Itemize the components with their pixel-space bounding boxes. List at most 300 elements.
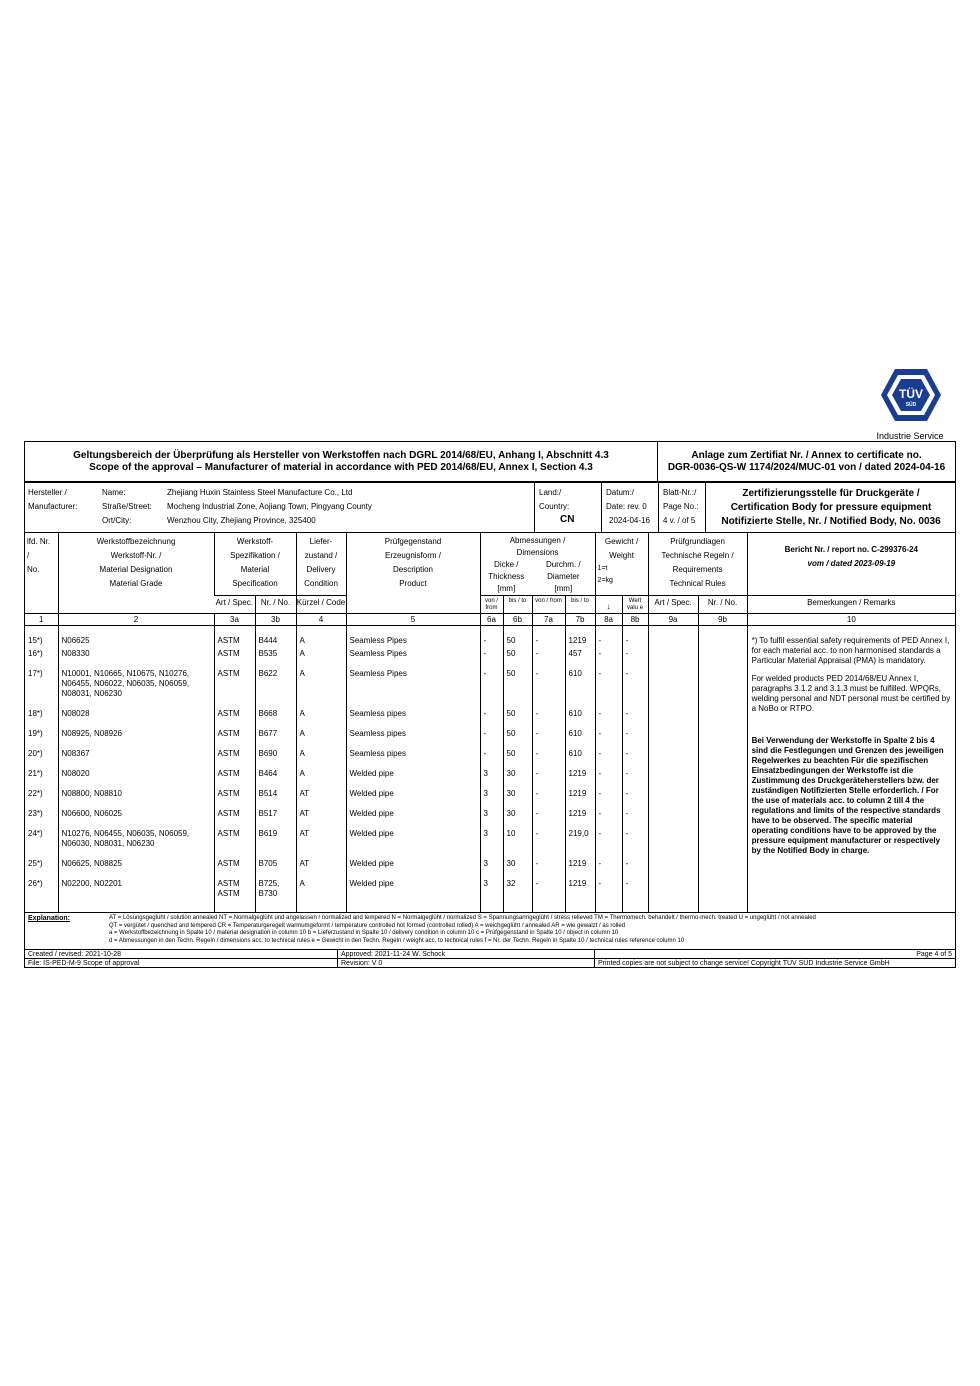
cell-product: Welded pipe bbox=[346, 876, 480, 912]
col-diameter-h1: Durchm. / bbox=[545, 560, 581, 569]
cell-rules-9a bbox=[648, 666, 698, 706]
col-thickness-h1: Dicke / bbox=[494, 560, 519, 569]
cell-w1: - bbox=[595, 726, 622, 746]
annex-title bbox=[658, 442, 956, 482]
page-number: Page 4 of 5 bbox=[916, 951, 952, 958]
col-6a-header: von / from bbox=[480, 596, 503, 614]
cell-dt: 1219 bbox=[565, 626, 595, 647]
cell-specno: B517 bbox=[255, 806, 296, 826]
logo-caption: Industrie Service bbox=[876, 431, 944, 441]
explanation-line-4: d = Abmessungen in den Techn. Regeln / dimensions acc. to technical rules e = Gewicht in den Techn. Regeln / weight acc. to technical rules f = Nr. der Techn. Regeln in Spalte 10 / technical rules reference column 10 bbox=[109, 937, 685, 944]
col-cond-h3: Delivery bbox=[306, 565, 336, 574]
explanation-box bbox=[24, 912, 956, 950]
logo-text: TÜV bbox=[899, 387, 923, 401]
cell-w2: - bbox=[622, 766, 648, 786]
cell-w1: - bbox=[595, 826, 622, 856]
cell-rules-9a bbox=[648, 786, 698, 806]
cell-df: - bbox=[532, 726, 565, 746]
cell-w1: - bbox=[595, 876, 622, 912]
col-spec-h1: Werkstoff- bbox=[236, 537, 274, 546]
cell-tt: 10 bbox=[503, 826, 532, 856]
col-dim-title: Abmessungen / Dimensions bbox=[509, 536, 566, 557]
cell-w1: - bbox=[595, 766, 622, 786]
cell-cond: AT bbox=[296, 826, 346, 856]
column-number: 2 bbox=[58, 614, 214, 626]
cell-w2: - bbox=[622, 856, 648, 876]
name-label: Name: bbox=[102, 488, 126, 497]
cell-rules-9a bbox=[648, 856, 698, 876]
notified-line-2: Certification Body for pressure equipment bbox=[730, 502, 932, 513]
column-number: 6b bbox=[503, 614, 532, 626]
cell-product: Seamless pipes bbox=[346, 706, 480, 726]
cell-w1: - bbox=[595, 746, 622, 766]
cell-df: - bbox=[532, 666, 565, 706]
cell-cond: A bbox=[296, 646, 346, 666]
cell-rules-9b bbox=[698, 806, 747, 826]
report-number: Bericht Nr. / report no. C-299376-24 bbox=[784, 545, 919, 554]
cell-no: 23*) bbox=[28, 809, 43, 818]
column-number: 4 bbox=[296, 614, 346, 626]
cell-spec: ASTM bbox=[214, 706, 255, 726]
col-weight-header bbox=[595, 533, 648, 596]
cell-no: 19*) bbox=[28, 729, 43, 738]
cell-rules-9a bbox=[648, 766, 698, 786]
cell-spec: ASTM bbox=[214, 766, 255, 786]
cell-cond: AT bbox=[296, 856, 346, 876]
cell-no: 16*) bbox=[28, 649, 43, 658]
manufacturer-label-de: Hersteller / bbox=[28, 488, 67, 497]
cell-specno: B690 bbox=[255, 746, 296, 766]
cell-dt: 1219 bbox=[565, 876, 595, 912]
remarks-cell bbox=[747, 626, 955, 913]
cell-product: Welded pipe bbox=[346, 806, 480, 826]
cell-rules-9a bbox=[648, 806, 698, 826]
col-4-sub-header: Kürzel / Code bbox=[296, 596, 346, 614]
cell-tt: 32 bbox=[503, 876, 532, 912]
cell-grade: N08330 bbox=[58, 646, 214, 666]
cell-rules-9b bbox=[698, 666, 747, 706]
cell-cond: AT bbox=[296, 786, 346, 806]
divider bbox=[594, 950, 595, 959]
cell-spec: ASTM bbox=[214, 826, 255, 856]
cell-rules-9a bbox=[648, 746, 698, 766]
cell-product: Welded pipe bbox=[346, 766, 480, 786]
cell-rules-9a bbox=[648, 626, 698, 647]
cell-specno: B514 bbox=[255, 786, 296, 806]
cell-spec: ASTM bbox=[214, 786, 255, 806]
cell-spec: ASTM bbox=[214, 746, 255, 766]
cell-specno: B705 bbox=[255, 856, 296, 876]
cell-w2: - bbox=[622, 826, 648, 856]
materials-table bbox=[25, 533, 955, 912]
page-label: Page No.: bbox=[663, 502, 699, 511]
cell-spec: ASTM bbox=[214, 666, 255, 706]
cell-w2: - bbox=[622, 786, 648, 806]
cell-tt: 30 bbox=[503, 766, 532, 786]
cell-specno: B622 bbox=[255, 666, 296, 706]
cell-rules-9a bbox=[648, 726, 698, 746]
col-diameter-h3: [mm] bbox=[554, 584, 573, 593]
cell-grade: N08367 bbox=[58, 746, 214, 766]
manufacturer-label-en: Manufacturer: bbox=[28, 502, 78, 511]
cell-cond: A bbox=[296, 726, 346, 746]
col-cond-h1: Liefer- bbox=[309, 537, 333, 546]
notified-line-3: Notifizierte Stelle, Nr. / Notified Body, No. 0036 bbox=[721, 516, 941, 527]
cell-tf: 3 bbox=[480, 856, 503, 876]
cell-no: 26*) bbox=[28, 879, 43, 888]
manufacturer-street: Mocheng Industrial Zone, Aojiang Town, Pingyang County bbox=[167, 502, 372, 511]
column-number: 6a bbox=[480, 614, 503, 626]
cell-cond: A bbox=[296, 746, 346, 766]
city-label: Ort/City: bbox=[102, 516, 132, 525]
cell-dt: 610 bbox=[565, 706, 595, 726]
cell-product: Seamless Pipes bbox=[346, 626, 480, 647]
cell-no: 25*) bbox=[28, 859, 43, 868]
cell-df: - bbox=[532, 876, 565, 912]
cell-tt: 50 bbox=[503, 626, 532, 647]
approved-by: Approved: 2021-11-24 W. Schock bbox=[341, 951, 446, 958]
manufacturer-city: Wenzhou City, Zhejiang Province, 325400 bbox=[167, 516, 316, 525]
cell-specno: B668 bbox=[255, 706, 296, 726]
page-value: 4 v. / of 5 bbox=[663, 516, 696, 525]
cell-rules-9b bbox=[698, 706, 747, 726]
col-thickness-h2: Thickness bbox=[488, 572, 525, 581]
notified-line-1: Zertifizierungsstelle für Druckgeräte / bbox=[742, 488, 920, 499]
col-grade-header bbox=[58, 533, 214, 614]
cell-dt: 610 bbox=[565, 746, 595, 766]
col-7b-header: bis / to bbox=[565, 596, 595, 614]
col-no-h3: No. bbox=[27, 565, 40, 574]
cell-product: Welded pipe bbox=[346, 856, 480, 876]
cell-w1: - bbox=[595, 626, 622, 647]
cell-tt: 50 bbox=[503, 646, 532, 666]
divider bbox=[337, 959, 338, 968]
approval-sheet bbox=[24, 441, 956, 968]
file-name: File: IS-PED-M-9 Scope of approval bbox=[28, 960, 140, 967]
column-number: 8b bbox=[622, 614, 648, 626]
cell-product: Seamless Pipes bbox=[346, 666, 480, 706]
cell-df: - bbox=[532, 856, 565, 876]
revision: Revision: V 0 bbox=[341, 960, 383, 967]
remark-welded: For welded products PED 2014/68/EU Annex I, paragraphs 3.1.2 and 3.1.3 must be fulfilled. WPQRs, welding personal and NDT personal must be certified by a NoBo or RTPO. bbox=[751, 674, 951, 713]
cell-rules-9a bbox=[648, 706, 698, 726]
col-rules-h3: Requirements bbox=[672, 565, 723, 574]
cell-df: - bbox=[532, 646, 565, 666]
annex-line-1: Anlage zum Zertifiat Nr. / Annex to certificate no. bbox=[691, 450, 922, 461]
created-date: Created / revised: 2021-10-28 bbox=[28, 951, 121, 958]
street-label: Straße/Street: bbox=[102, 502, 152, 511]
cell-no: 21*) bbox=[28, 769, 43, 778]
header-band bbox=[24, 441, 956, 481]
column-number: 7a bbox=[532, 614, 565, 626]
cell-cond: A bbox=[296, 706, 346, 726]
cell-rules-9b bbox=[698, 766, 747, 786]
cell-rules-9b bbox=[698, 876, 747, 912]
document-footer bbox=[24, 950, 956, 968]
divider bbox=[594, 959, 595, 968]
cell-df: - bbox=[532, 826, 565, 856]
cell-spec: ASTM bbox=[214, 646, 255, 666]
cell-grade: N10001, N10665, N10675, N10276, N06455, N06022, N06035, N06059, N08031, N06230 bbox=[58, 666, 214, 706]
cell-tf: 3 bbox=[480, 826, 503, 856]
materials-table-body bbox=[25, 626, 955, 913]
cell-tt: 50 bbox=[503, 706, 532, 726]
cell-rules-9a bbox=[648, 876, 698, 912]
sheet-label: Blatt-Nr.:/ bbox=[663, 488, 697, 497]
cell-w1: - bbox=[595, 706, 622, 726]
col-3b-header: Nr. / No. bbox=[255, 596, 296, 614]
col-7a-header: von / from bbox=[532, 596, 565, 614]
cell-rules-9a bbox=[648, 646, 698, 666]
cell-grade: N06625 bbox=[58, 626, 214, 647]
cell-specno: B444 bbox=[255, 626, 296, 647]
cell-rules-9b bbox=[698, 646, 747, 666]
cell-tf: - bbox=[480, 746, 503, 766]
cell-spec: ASTM bbox=[214, 856, 255, 876]
col-9a-header: Art / Spec. bbox=[648, 596, 698, 614]
cell-tf: 3 bbox=[480, 806, 503, 826]
cell-no: 20*) bbox=[28, 749, 43, 758]
cell-grade: N08925, N08926 bbox=[58, 726, 214, 746]
col-3a-header: Art / Spec. bbox=[214, 596, 255, 614]
col-cond-h2: zustand / bbox=[304, 551, 338, 560]
column-number: 7b bbox=[565, 614, 595, 626]
cell-specno: B677 bbox=[255, 726, 296, 746]
cell-rules-9b bbox=[698, 856, 747, 876]
cell-dt: 610 bbox=[565, 726, 595, 746]
explanation-line-2: QT = vergütet / quenched and tempered CR = Temperaturgeregelt warmumgeformt / temperature controlled hot formed (controlled rolled) A = weichgeglüht / annealed AR = wie gewalzt / as rolled bbox=[109, 922, 626, 929]
col-thickness-header bbox=[481, 559, 533, 595]
country-value: CN bbox=[560, 514, 575, 525]
cell-df: - bbox=[532, 806, 565, 826]
cell-specno: B464 bbox=[255, 766, 296, 786]
cell-df: - bbox=[532, 746, 565, 766]
cell-tt: 30 bbox=[503, 806, 532, 826]
column-numbers-row bbox=[25, 614, 955, 626]
cell-grade: N10276, N06455, N06035, N06059, N06030, N08031, N06230 bbox=[58, 826, 214, 856]
cell-product: Seamless Pipes bbox=[346, 646, 480, 666]
report-header bbox=[747, 533, 955, 596]
cell-w1: - bbox=[595, 806, 622, 826]
cell-grade: N08800, N08810 bbox=[58, 786, 214, 806]
cell-no: 22*) bbox=[28, 789, 43, 798]
cell-w1: - bbox=[595, 856, 622, 876]
cell-w1: - bbox=[595, 646, 622, 666]
scope-title-en: Scope of the approval – Manufacturer of material in accordance with PED 2014/68/EU, Annex I, Section 4.3 bbox=[89, 462, 593, 473]
col-grade-h4: Material Grade bbox=[109, 579, 163, 588]
logo-sub: SÜD bbox=[905, 402, 917, 408]
cell-specno: B619 bbox=[255, 826, 296, 856]
column-number: 1 bbox=[25, 614, 58, 626]
cell-product: Seamless pipes bbox=[346, 726, 480, 746]
col-spec-h4: Specification bbox=[232, 579, 278, 588]
cell-w1: - bbox=[595, 666, 622, 706]
cell-tt: 50 bbox=[503, 746, 532, 766]
col-spec-header bbox=[214, 533, 296, 596]
country-label: Country: bbox=[539, 502, 570, 511]
cell-grade: N06600, N06025 bbox=[58, 806, 214, 826]
cell-w2: - bbox=[622, 646, 648, 666]
cell-df: - bbox=[532, 766, 565, 786]
cell-grade: N08020 bbox=[58, 766, 214, 786]
col-10-header: Bemerkungen / Remarks bbox=[747, 596, 955, 614]
cell-rules-9b bbox=[698, 826, 747, 856]
cell-dt: 1219 bbox=[565, 786, 595, 806]
remark-usage: Bei Verwendung der Werkstoffe in Spalte 2 bis 4 sind die Festlegungen und Grenzen des jeweiligen Regelwerkes zu beachten Für die spezifischen Einsatzbedingungen der Werkstoffe ist die Zustimmung des Druckgeräteherstellers bzw. der zuständigen Notifizierten Stelle erforderlich. / For the use of materials acc. to column 2 till 4 the regulations and limits of the respective standards have to be observed. The specific material operating conditions have to be approved by the pressure equipment manufacturer or respectively by the Notified Body in charge. bbox=[751, 736, 944, 855]
col-8a-header: ↓ bbox=[595, 596, 622, 614]
explanation-line-3: a = Werkstoffbezeichnung in Spalte 10 / material designation in column 10 b = Lieferzustand in Spalte 10 / delivery condition in column 10 c = Prüfgegenstand in Spalte 10 / object in column 10 bbox=[109, 930, 619, 936]
scope-title-de: Geltungsbereich der Überprüfung als Hersteller von Werkstoffen nach DGRL 2014/68/EU, Anhang I, Abschnitt 4.3 bbox=[73, 450, 609, 461]
column-number: 8a bbox=[595, 614, 622, 626]
annex-line-2: DGR-0036-QS-W 1174/2024/MUC-01 von / dated 2024-04-16 bbox=[667, 462, 946, 473]
cell-tt: 50 bbox=[503, 666, 532, 706]
col-product-h2: Erzeugnisform / bbox=[384, 551, 442, 560]
cell-cond: A bbox=[296, 626, 346, 647]
cell-w1: - bbox=[595, 786, 622, 806]
date-label: Date: rev. 0 bbox=[606, 502, 647, 511]
cell-spec: ASTM bbox=[214, 806, 255, 826]
weight-unit-1: 1=t bbox=[597, 565, 608, 572]
cell-dt: 1219 bbox=[565, 766, 595, 786]
divider bbox=[705, 483, 706, 532]
col-spec-h3: Material bbox=[240, 565, 270, 574]
explanation-line-1: AT = Lösungsgeglüht / solution annealed NT = Normalgeglüht und angelassen / normalized and tempered N = Normalgeglüht / normalized S = Spannungsarmgeglüht / stress relieved TM = Thermomech. behandelt / thermo-mech. treated U = ungeglüht / not annealed bbox=[109, 915, 816, 921]
notified-body bbox=[707, 487, 955, 529]
cell-df: - bbox=[532, 786, 565, 806]
col-dimensions-header bbox=[480, 533, 595, 596]
column-number: 5 bbox=[346, 614, 480, 626]
cell-rules-9a bbox=[648, 826, 698, 856]
cell-tf: 3 bbox=[480, 786, 503, 806]
cell-grade: N06625, N08825 bbox=[58, 856, 214, 876]
cell-tf: - bbox=[480, 726, 503, 746]
divider bbox=[337, 950, 338, 959]
materials-table-wrap bbox=[24, 532, 956, 912]
date-value: 2024-04-16 bbox=[609, 516, 650, 525]
col-product-header bbox=[346, 533, 480, 614]
manufacturer-name: Zhejiang Huxin Stainless Steel Manufacture Co., Ltd bbox=[167, 488, 353, 497]
col-no-h2: / bbox=[27, 551, 30, 560]
col-9b-header: Nr. / No. bbox=[698, 596, 747, 614]
cell-no: 15*) bbox=[28, 636, 43, 645]
cell-tf: - bbox=[480, 706, 503, 726]
cell-tt: 30 bbox=[503, 786, 532, 806]
col-spec-h2: Spezifikation / bbox=[230, 551, 280, 560]
cell-tf: - bbox=[480, 646, 503, 666]
cell-specno: B725, B730 bbox=[255, 876, 296, 912]
cell-w2: - bbox=[622, 876, 648, 912]
cell-product: Seamless pipes bbox=[346, 746, 480, 766]
column-number: 3a bbox=[214, 614, 255, 626]
cell-tf: - bbox=[480, 626, 503, 647]
cell-df: - bbox=[532, 706, 565, 726]
cell-w2: - bbox=[622, 806, 648, 826]
col-rules-h4: Technical Rules bbox=[669, 579, 726, 588]
manufacturer-band bbox=[24, 483, 956, 532]
cell-grade: N02200, N02201 bbox=[58, 876, 214, 912]
cell-tf: 3 bbox=[480, 876, 503, 912]
cell-rules-9b bbox=[698, 626, 747, 647]
copyright-notice: Printed copies are not subject to change service! Copyright TÜV SÜD Industrie Service GmbH bbox=[598, 960, 890, 967]
divider bbox=[601, 483, 602, 532]
cell-tt: 50 bbox=[503, 726, 532, 746]
col-6b-header: bis / to bbox=[503, 596, 532, 614]
cell-rules-9b bbox=[698, 746, 747, 766]
col-rules-h2: Technische Regeln / bbox=[661, 551, 734, 560]
cell-cond: AT bbox=[296, 806, 346, 826]
cell-spec: ASTM bbox=[214, 726, 255, 746]
cell-w2: - bbox=[622, 726, 648, 746]
cell-spec: ASTM bbox=[214, 626, 255, 647]
cell-rules-9b bbox=[698, 786, 747, 806]
cell-df: - bbox=[532, 626, 565, 647]
col-cond-h4: Condition bbox=[304, 579, 338, 588]
col-rules-header bbox=[648, 533, 747, 596]
cell-rules-9b bbox=[698, 726, 747, 746]
cell-tt: 30 bbox=[503, 856, 532, 876]
col-8b-header: Wert valu e bbox=[622, 596, 648, 614]
col-grade-h2: Werkstoff-Nr. / bbox=[110, 551, 162, 560]
column-number: 9b bbox=[698, 614, 747, 626]
cell-w2: - bbox=[622, 706, 648, 726]
cell-tf: 3 bbox=[480, 766, 503, 786]
column-number: 10 bbox=[747, 614, 955, 626]
col-product-h1: Prüfgegenstand bbox=[384, 537, 442, 546]
column-number: 3b bbox=[255, 614, 296, 626]
col-weight-title: Gewicht / Weight bbox=[604, 537, 639, 560]
land-label: Land:/ bbox=[539, 488, 562, 497]
cell-cond: A bbox=[296, 766, 346, 786]
report-date: vom / dated 2023-09-19 bbox=[807, 559, 896, 568]
tuv-sud-logo bbox=[879, 367, 943, 423]
explanation-title: Explanation: bbox=[28, 915, 71, 922]
cell-tf: - bbox=[480, 666, 503, 706]
scope-title bbox=[24, 442, 658, 482]
cell-dt: 610 bbox=[565, 666, 595, 706]
cell-no: 18*) bbox=[28, 709, 43, 718]
cell-dt: 1219 bbox=[565, 806, 595, 826]
cell-no: 24*) bbox=[28, 829, 43, 838]
cell-specno: B535 bbox=[255, 646, 296, 666]
divider bbox=[658, 483, 659, 532]
cell-product: Welded pipe bbox=[346, 786, 480, 806]
col-rules-h1: Prüfgrundlagen bbox=[670, 537, 725, 546]
col-product-h3: Description bbox=[392, 565, 433, 574]
cell-spec: ASTM ASTM bbox=[214, 876, 255, 912]
divider bbox=[534, 483, 535, 532]
cell-no: 17*) bbox=[28, 669, 43, 678]
cell-w2: - bbox=[622, 746, 648, 766]
table-row bbox=[25, 626, 955, 647]
col-no-h1: lfd. Nr. bbox=[27, 537, 51, 546]
cell-product: Welded pipe bbox=[346, 826, 480, 856]
column-number: 9a bbox=[648, 614, 698, 626]
datum-label: Datum:/ bbox=[606, 488, 635, 497]
remark-pma: *) To fulfil essential safety requirements of PED Annex I, for each material acc. to non harmonised standards a Particular Material Appraisal (PMA) is mandatory. bbox=[751, 636, 950, 665]
cell-grade: N08028 bbox=[58, 706, 214, 726]
cell-dt: 457 bbox=[565, 646, 595, 666]
cell-cond: A bbox=[296, 876, 346, 912]
col-product-h4: Product bbox=[399, 579, 427, 588]
col-grade-h3: Material Designation bbox=[99, 565, 173, 574]
col-diameter-h2: Diameter bbox=[547, 572, 580, 581]
cell-cond: A bbox=[296, 666, 346, 706]
col-grade-h1: Werkstoffbezeichnung bbox=[96, 537, 176, 546]
col-no-header bbox=[25, 533, 58, 614]
col-thickness-h3: [mm] bbox=[497, 584, 516, 593]
weight-unit-2: 2=kg bbox=[597, 577, 613, 584]
cell-dt: 219,0 bbox=[565, 826, 595, 856]
